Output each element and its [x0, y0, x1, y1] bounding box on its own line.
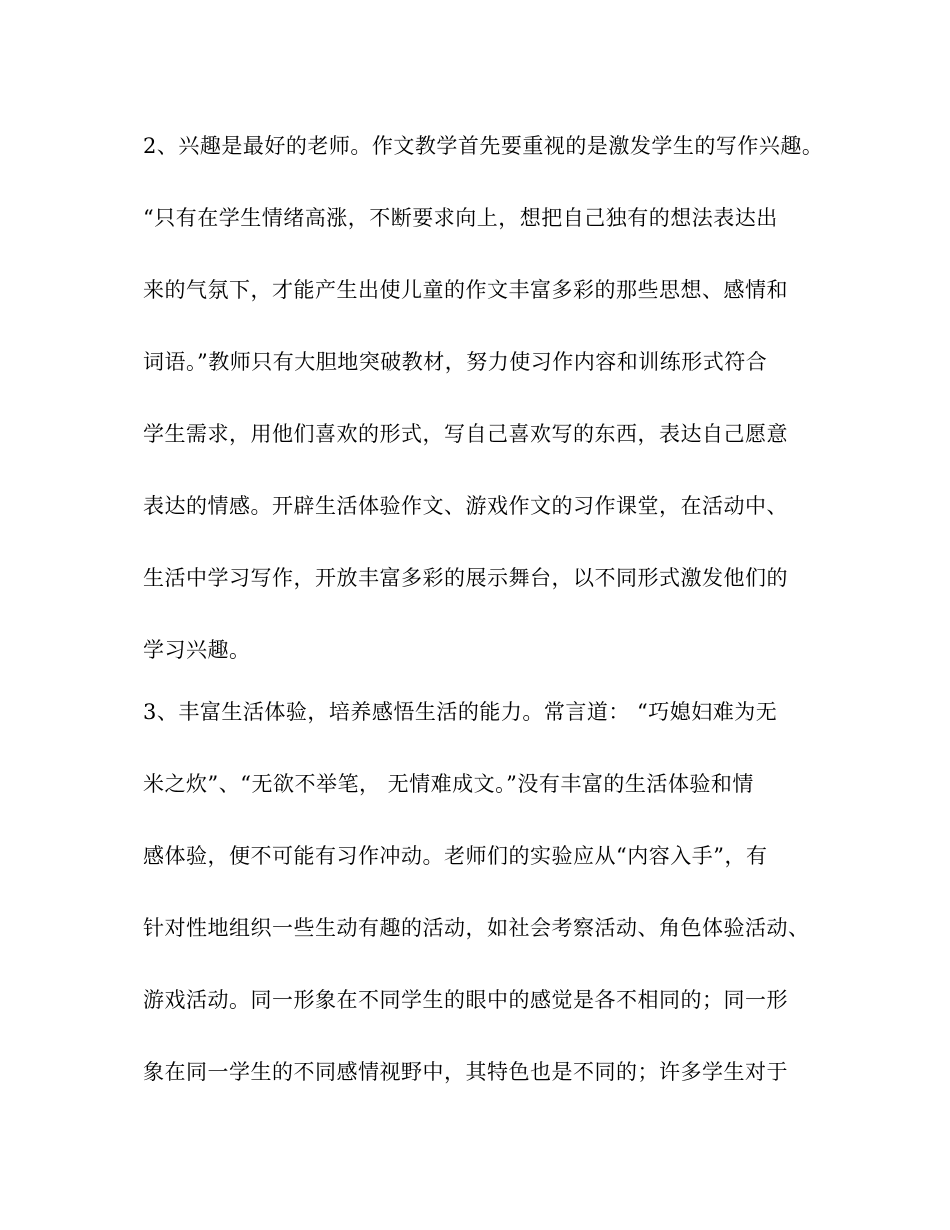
text-line: 表达的情感。开辟生活体验作文、游戏作文的习作课堂，在活动中、	[143, 494, 788, 518]
text-line: 2、兴趣是最好的老师。作文教学首先要重视的是激发学生的写作兴趣。	[143, 134, 824, 158]
text-line: 游戏活动。同一形象在不同学生的眼中的感觉是各不相同的；同一形	[143, 988, 788, 1012]
text-line: 生活中学习写作，开放丰富多彩的展示舞台，以不同形式激发他们的	[143, 566, 788, 590]
text-line: 感体验，便不可能有习作冲动。老师们的实验应从“内容入手”，有	[143, 844, 768, 868]
text-line: 来的气氛下，才能产生出使儿童的作文丰富多彩的那些思想、感情和	[143, 278, 788, 302]
text-line: 3、丰富生活体验，培养感悟生活的能力。常言道： “巧媳妇难为无	[143, 700, 778, 724]
text-line: 针对性地组织一些生动有趣的活动，如社会考察活动、角色体验活动、	[143, 916, 810, 940]
text-line: 米之炊”、“无欲不举笔， 无情难成文。”没有丰富的生活体验和情	[143, 772, 754, 796]
text-line: 象在同一学生的不同感情视野中，其特色也是不同的；许多学生对于	[143, 1060, 788, 1084]
text-line: 词语。”教师只有大胆地突破教材，努力使习作内容和训练形式符合	[143, 350, 768, 374]
text-line: “只有在学生情绪高涨，不断要求向上，想把自己独有的想法表达出	[143, 206, 778, 230]
text-line: 学生需求，用他们喜欢的形式，写自己喜欢写的东西，表达自己愿意	[143, 422, 788, 446]
text-line: 学习兴趣。	[143, 638, 251, 662]
